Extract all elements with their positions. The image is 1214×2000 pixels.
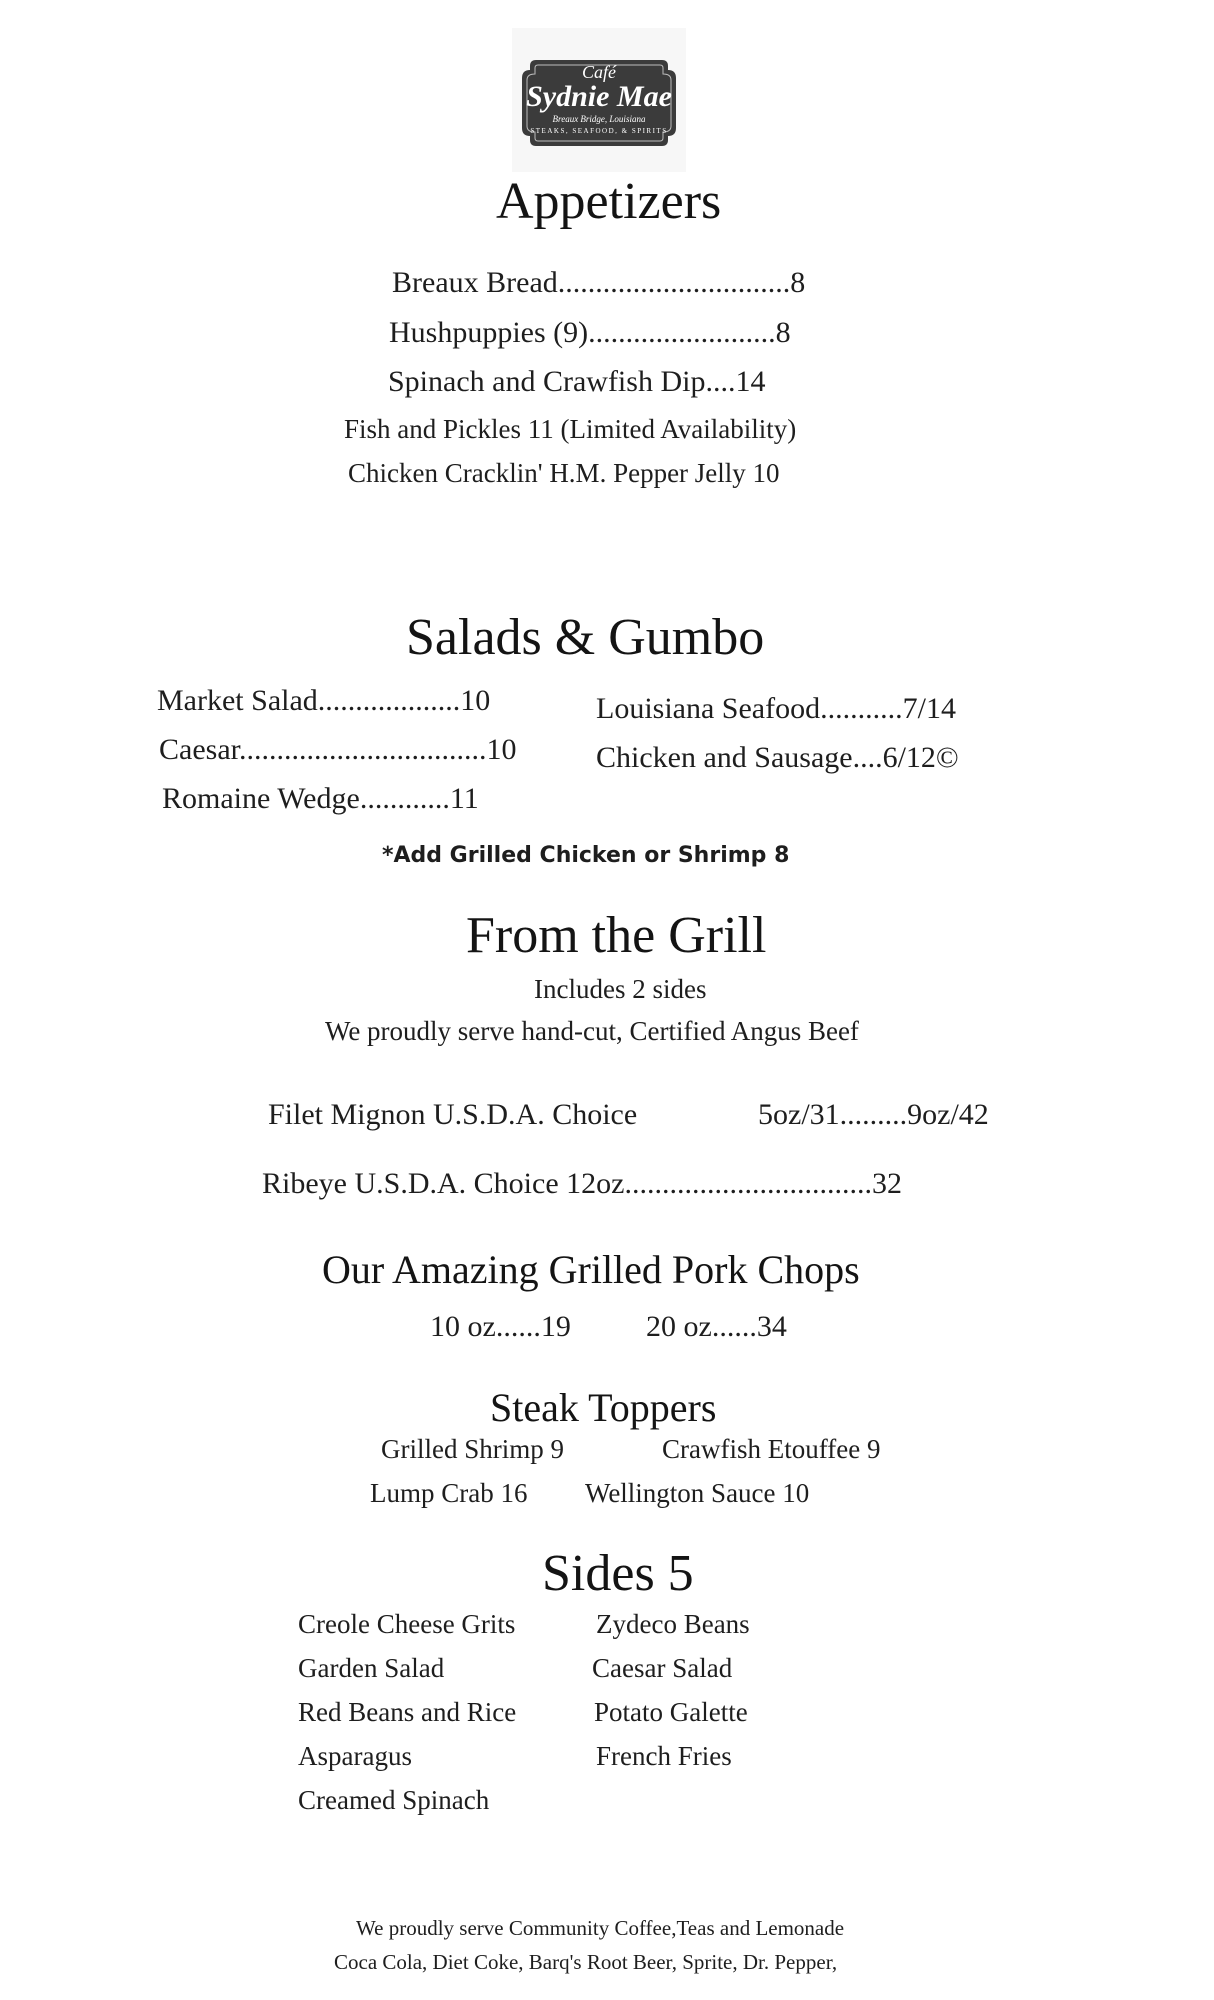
menu-item: Wellington Sauce 10 [585,1478,810,1508]
menu-item: Fish and Pickles 11 (Limited Availability) [344,414,797,444]
footer-line: Coca Cola, Diet Coke, Barq's Root Beer, Sprite, Dr. Pepper, [334,1950,838,1974]
menu-item: Ribeye U.S.D.A. Choice 12oz.................................32 [262,1167,902,1200]
side-item: Zydeco Beans [596,1609,750,1639]
grill-subtitle: Includes 2 sides [534,974,707,1004]
side-item: French Fries [596,1741,732,1771]
grill-title: From the Grill [466,907,767,964]
menu-item: Chicken and Sausage....6/12© [596,741,959,774]
menu-item: Caesar.................................10 [159,733,517,766]
menu-item: 20 oz......34 [646,1310,787,1343]
footer-line: We proudly serve Community Coffee,Teas and Lemonade [356,1916,845,1940]
side-item: Garden Salad [298,1653,445,1683]
sides-title: Sides 5 [542,1545,694,1602]
menu-item: Breaux Bread...............................8 [392,266,806,299]
side-item: Asparagus [298,1741,412,1771]
add-protein-note: *Add Grilled Chicken or Shrimp 8 [382,843,790,868]
menu-item: Filet Mignon U.S.D.A. Choice [268,1098,638,1131]
toppers-title: Steak Toppers [490,1385,717,1430]
side-item: Creole Cheese Grits [298,1609,516,1639]
pork-title: Our Amazing Grilled Pork Chops [322,1247,860,1292]
appetizers-title: Appetizers [496,173,722,230]
menu-item: Louisiana Seafood...........7/14 [596,692,956,725]
menu-item: Crawfish Etouffee 9 [662,1434,881,1464]
grill-subtitle: We proudly serve hand-cut, Certified Angus Beef [325,1016,859,1046]
side-item: Caesar Salad [592,1653,733,1683]
logo [512,28,686,172]
menu-item-price: 5oz/31.........9oz/42 [758,1098,989,1131]
logo-name: Sydnie Mae [526,80,672,113]
menu-item: Spinach and Crawfish Dip....14 [388,365,766,398]
side-item: Red Beans and Rice [298,1697,517,1727]
menu-item: Romaine Wedge............11 [162,782,479,815]
side-item: Potato Galette [594,1697,748,1727]
menu-item: Hushpuppies (9).........................8 [389,316,791,349]
side-item: Creamed Spinach [298,1785,490,1815]
logo-cafe: Café [582,62,616,82]
menu-item: Lump Crab 16 [370,1478,528,1508]
logo-location: Breaux Bridge, Louisiana [552,114,646,124]
menu-item: Grilled Shrimp 9 [381,1434,564,1464]
salads-title: Salads & Gumbo [406,609,765,666]
logo-tagline: STEAKS, SEAFOOD, & SPIRITS [530,127,668,135]
menu-item: Market Salad...................10 [157,684,491,717]
menu-item: 10 oz......19 [430,1310,571,1343]
menu-item: Chicken Cracklin' H.M. Pepper Jelly 10 [348,458,780,488]
